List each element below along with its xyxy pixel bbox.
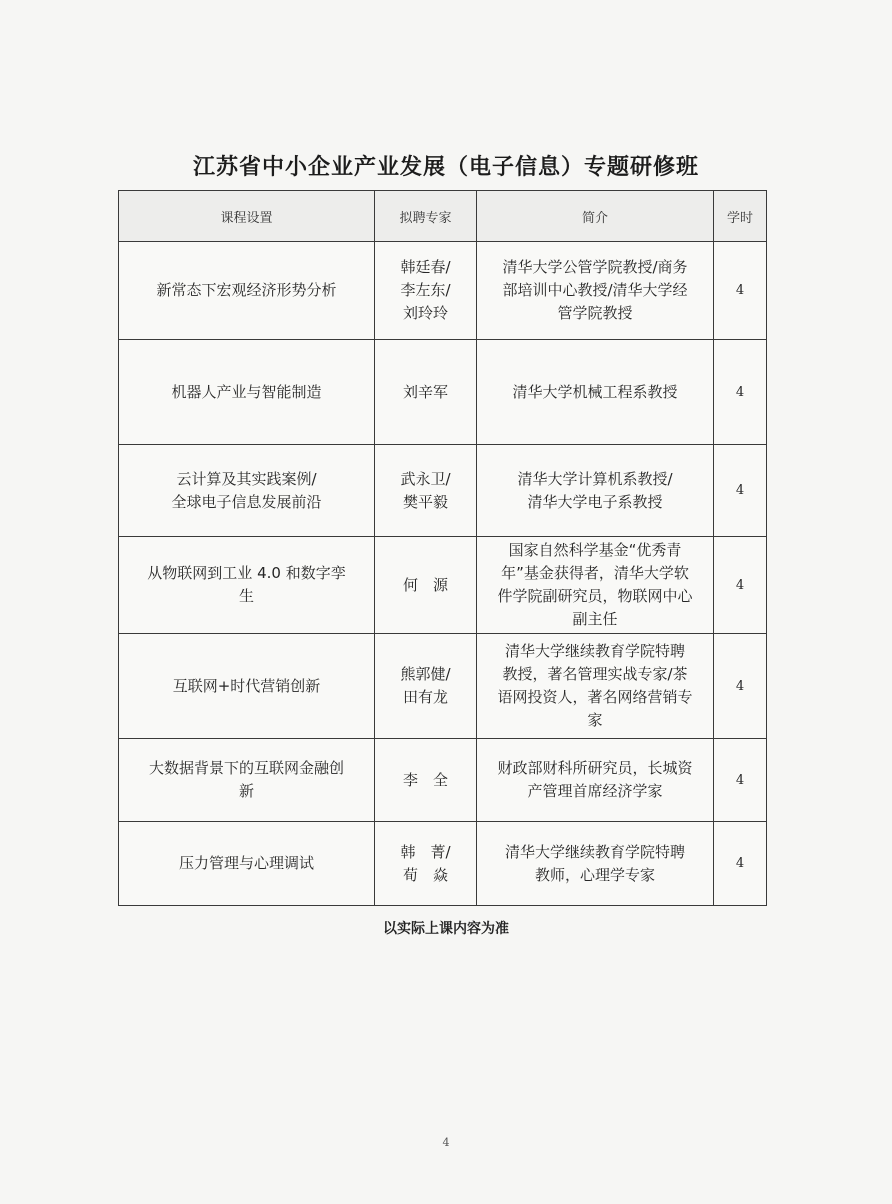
table-row	[119, 242, 767, 340]
intro-line: 语网投资人，著名网络营销专	[497, 688, 693, 706]
hours-cell	[714, 822, 767, 906]
intro-line: 财政部财科所研究员，长城资	[497, 759, 693, 777]
hours-cell	[714, 537, 767, 634]
expert-line: 何 源	[402, 575, 448, 594]
expert-cell	[375, 634, 477, 739]
intro-cell	[477, 822, 714, 906]
expert-cell	[375, 242, 477, 340]
course-cell	[119, 634, 375, 739]
expert-line: 樊平毅	[402, 492, 448, 511]
table-row	[119, 822, 767, 906]
table-row	[119, 445, 767, 537]
hours-cell	[714, 445, 767, 537]
intro-line: 副主任	[572, 610, 618, 628]
course-cell	[119, 242, 375, 340]
expert-line: 熊郭健/	[400, 665, 451, 683]
course-line: 压力管理与心理调试	[178, 854, 314, 872]
course-cell	[119, 822, 375, 906]
expert-cell	[375, 739, 477, 822]
header-hours: 学时	[714, 191, 767, 242]
expert-cell	[375, 537, 477, 634]
expert-line: 李左东/	[400, 281, 451, 299]
expert-line: 刘玲玲	[402, 304, 448, 322]
course-table	[118, 190, 767, 906]
expert-line: 刘辛军	[402, 382, 448, 401]
course-line: 大数据背景下的互联网金融创	[148, 759, 344, 777]
intro-line: 清华大学计算机系教授/	[517, 469, 673, 488]
intro-cell	[477, 634, 714, 739]
course-line: 从物联网到工业 4.0 和数字孪	[147, 564, 346, 582]
intro-cell	[477, 242, 714, 340]
intro-line: 教师，心理学专家	[534, 865, 655, 884]
course-line: 生	[238, 587, 254, 605]
course-line: 新	[238, 782, 254, 800]
table-row	[119, 340, 767, 445]
course-cell	[119, 340, 375, 445]
table-header-row	[119, 191, 767, 242]
hours-cell	[714, 739, 767, 822]
header-course: 课程设置	[119, 191, 375, 242]
expert-line: 韩廷春/	[400, 258, 451, 276]
hours-cell	[714, 340, 767, 445]
hours-line: 4	[735, 678, 745, 694]
header-expert: 拟聘专家	[375, 191, 477, 242]
expert-cell	[375, 445, 477, 537]
intro-line: 清华大学继续教育学院特聘	[504, 642, 685, 660]
table-row	[119, 634, 767, 739]
expert-cell	[375, 340, 477, 445]
course-cell	[119, 537, 375, 634]
hours-cell	[714, 242, 767, 340]
course-line: 新常态下宏观经济形势分析	[156, 281, 337, 299]
intro-line: 部培训中心教授/清华大学经	[502, 281, 688, 299]
hours-line: 4	[735, 856, 745, 871]
intro-line: 管学院教授	[557, 304, 633, 322]
page-number: 4	[442, 1136, 450, 1149]
hours-line: 4	[735, 384, 745, 400]
expert-line: 武永卫/	[400, 469, 451, 488]
course-line: 互联网+时代营销创新	[172, 676, 321, 695]
intro-line: 清华大学机械工程系教授	[512, 382, 678, 401]
course-line: 云计算及其实践案例/	[176, 469, 317, 488]
intro-line: 教授，著名管理实战专家/茶	[502, 665, 688, 683]
expert-line: 李 全	[402, 770, 448, 789]
intro-cell	[477, 445, 714, 537]
hours-line: 4	[735, 483, 745, 498]
table-row	[119, 537, 767, 634]
intro-line: 清华大学继续教育学院特聘	[504, 842, 685, 861]
footnote: 以实际上课内容为准	[383, 921, 509, 937]
table-row	[119, 739, 767, 822]
intro-line: 国家自然科学基金“优秀青	[508, 541, 682, 559]
intro-cell	[477, 739, 714, 822]
header-intro: 简介	[477, 191, 714, 242]
hours-cell	[714, 634, 767, 739]
intro-line: 件学院副研究员，物联网中心	[497, 587, 693, 605]
expert-cell	[375, 822, 477, 906]
hours-line: 4	[735, 772, 745, 788]
intro-cell	[477, 537, 714, 634]
page-title: 江苏省中小企业产业发展（电子信息）专题研修班	[192, 155, 699, 180]
course-cell	[119, 445, 375, 537]
intro-line: 家	[587, 711, 603, 729]
intro-line: 年”基金获得者，清华大学软	[501, 564, 689, 582]
intro-line: 产管理首席经济学家	[527, 782, 663, 800]
expert-line: 韩 菁/	[400, 842, 451, 861]
course-line: 全球电子信息发展前沿	[171, 492, 322, 511]
expert-line: 田有龙	[402, 688, 448, 706]
course-cell	[119, 739, 375, 822]
expert-line: 荀 焱	[402, 865, 448, 884]
hours-line: 4	[735, 283, 745, 298]
hours-line: 4	[735, 577, 745, 593]
intro-line: 清华大学公管学院教授/商务	[502, 258, 688, 276]
intro-cell	[477, 340, 714, 445]
course-line: 机器人产业与智能制造	[171, 382, 322, 401]
intro-line: 清华大学电子系教授	[527, 492, 663, 511]
